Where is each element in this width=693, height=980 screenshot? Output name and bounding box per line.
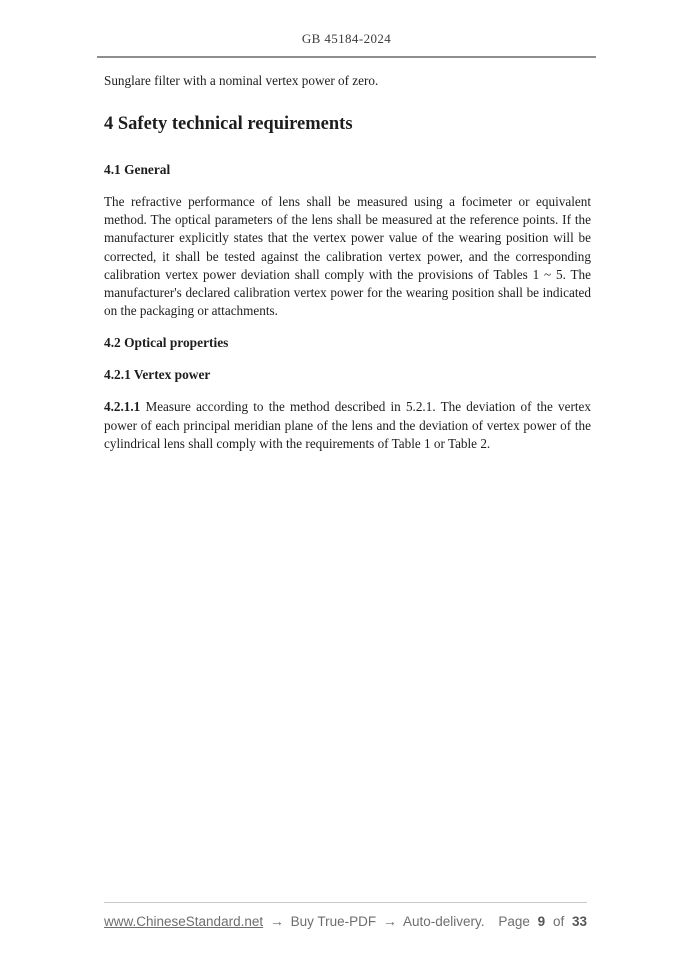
total-page-number: 33 bbox=[571, 914, 587, 929]
section-4-2-heading: 4.2 Optical properties bbox=[104, 335, 229, 351]
clause-text: Measure according to the method described in 5.2.1. The deviation of the vertex power of each principal meridian plane of the lens and the deviation of vertex power of the cylindrical lens shall comply with the requirements of Table 1 or Table 2. bbox=[104, 399, 591, 451]
section-4-1-heading: 4.1 General bbox=[104, 162, 171, 177]
section-4-1-paragraph: The refractive performance of lens shall be measured using a focimeter or equivalent method. The optical parameters of the lens shall be measured at the reference points. If the manufacturer explicitly states that the vertex power value of the wearing position will be corrected, it shall be tested against the calibration vertex power, and the corresponding calibration vertex power deviation shall comply with the provisions of Tables 1 ~ 5. The manufacturer's declared calibration vertex power for the wearing position shall be indicated on the packaging or attachments. bbox=[104, 194, 591, 319]
page-footer bbox=[104, 913, 587, 929]
page-indicator bbox=[494, 914, 587, 929]
chinesestandard-link[interactable]: www.ChineseStandard.net bbox=[104, 914, 264, 929]
section-4-2-1-1-paragraph bbox=[104, 398, 591, 453]
clause-number: 4.2.1.1 bbox=[104, 399, 141, 415]
footer-action-buy: Buy True-PDF bbox=[290, 914, 377, 929]
header-divider-line bbox=[97, 56, 596, 58]
footer-action-delivery: Auto-delivery. bbox=[402, 914, 485, 929]
of-word: of bbox=[552, 914, 565, 929]
arrow-right-icon: → bbox=[269, 913, 284, 929]
section-4-heading: 4 Safety technical requirements bbox=[104, 114, 353, 134]
footer-branding bbox=[104, 913, 487, 929]
arrow-right-icon: → bbox=[382, 913, 397, 929]
section-4-2-1-heading: 4.2.1 Vertex power bbox=[104, 367, 211, 383]
page-word: Page bbox=[498, 914, 530, 929]
footer-divider-line bbox=[104, 902, 587, 903]
intro-paragraph: Sunglare filter with a nominal vertex power of zero. bbox=[104, 73, 379, 88]
current-page-number: 9 bbox=[537, 914, 546, 929]
document-body bbox=[104, 72, 591, 453]
document-number-header: GB 45184-2024 bbox=[301, 31, 392, 46]
